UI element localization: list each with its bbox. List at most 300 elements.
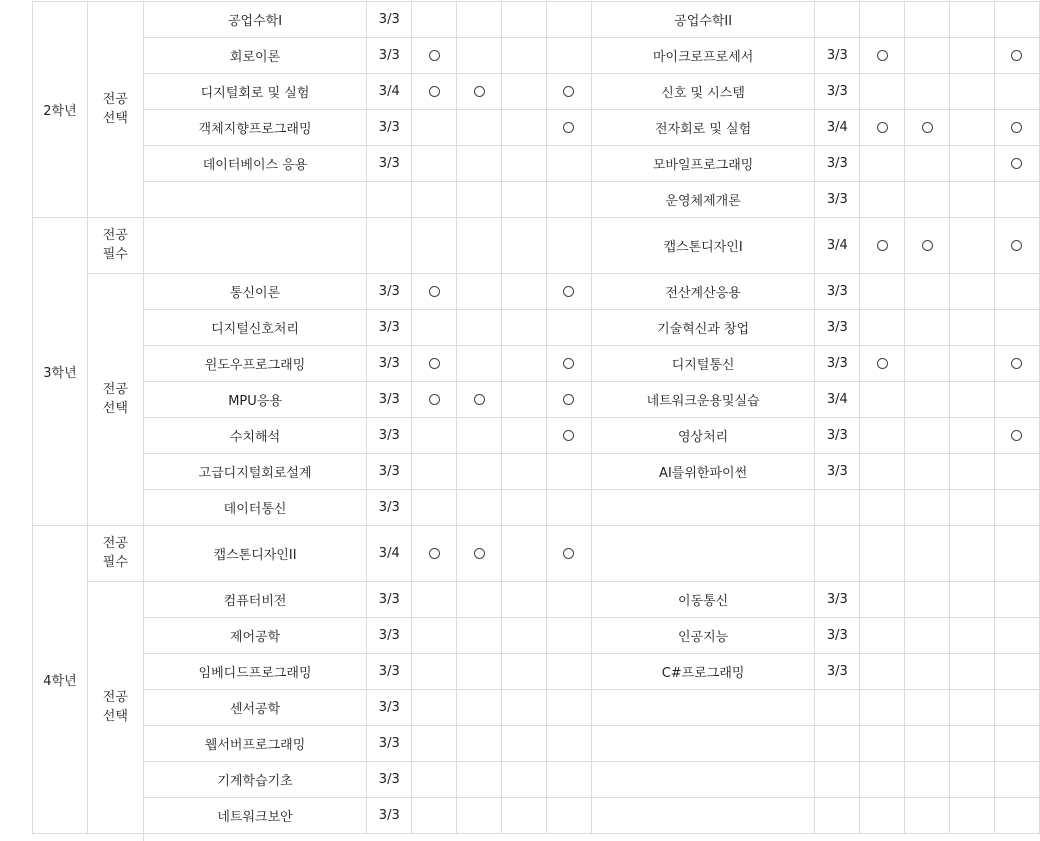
course-mark-right-4 [994,418,1039,454]
year-cell: 2학년 [33,2,88,218]
course-mark-left-4 [546,110,591,146]
circle-mark-icon [1011,50,1022,61]
year-cell: 3학년 [33,218,88,526]
table-row [33,346,1040,382]
course-mark-left-3 [502,490,547,526]
course-mark-left-1 [412,690,457,726]
table-row [33,798,1040,834]
course-credit-left: 3/4 [367,526,412,582]
course-mark-left-3 [502,2,547,38]
course-mark-right-1 [860,690,905,726]
course-mark-right-3 [950,310,995,346]
course-mark-left-4 [546,74,591,110]
course-mark-left-2 [457,726,502,762]
course-mark-left-3 [502,526,547,582]
course-mark-left-2 [457,418,502,454]
table-row [33,382,1040,418]
course-mark-left-2 [457,762,502,798]
course-mark-right-3 [950,146,995,182]
course-mark-right-4 [994,382,1039,418]
course-mark-right-1 [860,2,905,38]
circle-mark-icon [429,358,440,369]
course-credit-right: 3/3 [815,454,860,490]
course-mark-left-2 [457,2,502,38]
course-mark-right-1 [860,182,905,218]
course-mark-left-3 [502,726,547,762]
course-mark-right-4 [994,182,1039,218]
course-mark-right-1 [860,382,905,418]
course-name-left: 센서공학 [143,690,367,726]
circle-mark-icon [1011,158,1022,169]
course-mark-right-3 [950,74,995,110]
course-mark-left-1 [412,418,457,454]
course-credit-right [815,690,860,726]
course-name-left: 윈도우프로그래밍 [143,346,367,382]
circle-mark-icon [877,50,888,61]
course-name-left: 웹서버프로그래밍 [143,726,367,762]
course-mark-left-4 [546,654,591,690]
course-mark-left-4 [546,726,591,762]
course-mark-left-2 [457,382,502,418]
course-credit-left: 3/3 [367,726,412,762]
table-row [33,182,1040,218]
course-name-right [591,526,815,582]
circle-mark-icon [429,394,440,405]
course-mark-right-3 [950,526,995,582]
course-credit-left: 3/3 [367,618,412,654]
course-name-left: 공업수학I [143,2,367,38]
course-mark-left-1 [412,726,457,762]
course-mark-right-3 [950,582,995,618]
course-mark-right-3 [950,182,995,218]
category-cell: 전공 선택 [87,274,143,526]
course-mark-left-3 [502,274,547,310]
circle-mark-icon [429,286,440,297]
course-mark-left-1 [412,582,457,618]
course-mark-right-3 [950,762,995,798]
course-name-right: 마이크로프로세서 [591,38,815,74]
course-mark-right-2 [905,346,950,382]
course-credit-right: 3/3 [815,618,860,654]
course-mark-left-1 [412,654,457,690]
course-credit-left: 3/3 [367,582,412,618]
course-mark-left-4 [546,146,591,182]
course-mark-right-3 [950,110,995,146]
course-credit-left: 3/3 [367,654,412,690]
course-mark-left-2 [457,74,502,110]
circle-mark-icon [474,548,485,559]
course-credit-right: 3/3 [815,74,860,110]
course-name-right [591,798,815,834]
course-mark-right-4 [994,454,1039,490]
course-name-right: 전자회로 및 실험 [591,110,815,146]
course-mark-left-1 [412,454,457,490]
course-mark-left-1 [412,146,457,182]
category-cell: 전공 선택 [87,2,143,218]
table-row [33,218,1040,274]
circle-mark-icon [474,394,485,405]
course-mark-right-4 [994,690,1039,726]
course-name-right: 운영체제개론 [591,182,815,218]
course-mark-right-3 [950,798,995,834]
circle-mark-icon [563,430,574,441]
course-mark-left-4 [546,798,591,834]
course-mark-right-2 [905,454,950,490]
course-mark-left-2 [457,526,502,582]
course-credit-left [367,218,412,274]
course-name-right [591,690,815,726]
course-mark-right-3 [950,346,995,382]
course-name-right [591,726,815,762]
circle-mark-icon [429,50,440,61]
course-mark-right-4 [994,526,1039,582]
course-mark-left-1 [412,490,457,526]
course-mark-right-3 [950,418,995,454]
course-credit-left: 3/3 [367,418,412,454]
course-mark-left-3 [502,454,547,490]
course-name-left: 통신이론 [143,274,367,310]
course-name-right: C#프로그래밍 [591,654,815,690]
course-mark-left-1 [412,2,457,38]
course-name-right: 디지털통신 [591,346,815,382]
course-mark-right-4 [994,490,1039,526]
course-mark-left-3 [502,654,547,690]
course-mark-left-1 [412,798,457,834]
course-mark-right-3 [950,38,995,74]
course-credit-right: 3/3 [815,310,860,346]
course-credit-left: 3/3 [367,490,412,526]
course-name-right: AI를위한파이썬 [591,454,815,490]
circle-mark-icon [563,86,574,97]
course-mark-left-3 [502,110,547,146]
table-row [33,74,1040,110]
course-credit-right: 3/4 [815,110,860,146]
course-credit-right [815,726,860,762]
course-mark-left-2 [457,182,502,218]
course-mark-right-2 [905,690,950,726]
course-mark-right-2 [905,762,950,798]
course-credit-left [367,182,412,218]
course-mark-right-2 [905,110,950,146]
course-mark-right-1 [860,74,905,110]
course-credit-left: 3/3 [367,146,412,182]
circle-mark-icon [563,286,574,297]
course-mark-right-1 [860,762,905,798]
course-name-right: 공업수학II [591,2,815,38]
course-mark-right-2 [905,182,950,218]
course-credit-right [815,762,860,798]
circle-mark-icon [429,548,440,559]
course-credit-right: 3/4 [815,382,860,418]
category-cell: 전공 필수 [87,526,143,582]
course-mark-left-2 [457,654,502,690]
course-mark-right-4 [994,274,1039,310]
course-mark-left-2 [457,274,502,310]
course-name-left [143,182,367,218]
course-mark-right-4 [994,346,1039,382]
course-mark-right-4 [994,38,1039,74]
table-row [33,418,1040,454]
course-name-left: 제어공학 [143,618,367,654]
course-mark-right-4 [994,218,1039,274]
course-name-right: 캡스톤디자인I [591,218,815,274]
circle-mark-icon [429,86,440,97]
course-name-left: 디지털신호처리 [143,310,367,346]
course-mark-left-1 [412,526,457,582]
circle-mark-icon [563,122,574,133]
course-mark-left-2 [457,454,502,490]
course-mark-right-4 [994,618,1039,654]
category-cell: 전공 필수 [87,218,143,274]
course-mark-left-1 [412,182,457,218]
course-mark-right-2 [905,582,950,618]
course-credit-left: 3/3 [367,38,412,74]
course-mark-left-3 [502,146,547,182]
curriculum-table [32,1,1040,834]
course-mark-left-4 [546,490,591,526]
course-mark-right-2 [905,274,950,310]
course-mark-right-2 [905,146,950,182]
course-name-left: 수치해석 [143,418,367,454]
course-name-left: 임베디드프로그래밍 [143,654,367,690]
course-mark-left-2 [457,310,502,346]
course-mark-left-2 [457,798,502,834]
course-mark-right-4 [994,726,1039,762]
course-mark-right-1 [860,218,905,274]
course-credit-right: 3/3 [815,346,860,382]
course-mark-left-1 [412,762,457,798]
course-mark-right-1 [860,146,905,182]
circle-mark-icon [1011,358,1022,369]
circle-mark-icon [1011,122,1022,133]
course-mark-right-1 [860,490,905,526]
course-credit-left: 3/4 [367,74,412,110]
course-mark-left-4 [546,310,591,346]
course-name-left: 기계학습기초 [143,762,367,798]
course-mark-right-3 [950,618,995,654]
course-name-left: 회로이론 [143,38,367,74]
course-credit-left: 3/3 [367,690,412,726]
course-credit-left: 3/3 [367,798,412,834]
course-credit-right [815,798,860,834]
course-mark-right-4 [994,582,1039,618]
course-mark-left-2 [457,490,502,526]
course-mark-right-2 [905,798,950,834]
course-mark-left-3 [502,218,547,274]
course-credit-left: 3/3 [367,762,412,798]
circle-mark-icon [877,240,888,251]
course-mark-left-3 [502,310,547,346]
course-credit-right: 3/3 [815,146,860,182]
course-mark-left-1 [412,218,457,274]
course-name-right: 영상처리 [591,418,815,454]
course-credit-right: 3/4 [815,218,860,274]
course-mark-left-2 [457,346,502,382]
course-mark-left-3 [502,74,547,110]
course-mark-left-3 [502,182,547,218]
course-mark-right-3 [950,218,995,274]
table-row [33,690,1040,726]
table-row [33,526,1040,582]
course-mark-left-2 [457,690,502,726]
course-mark-right-1 [860,798,905,834]
course-mark-left-4 [546,182,591,218]
table-row [33,490,1040,526]
course-credit-left: 3/3 [367,346,412,382]
table-continuation-line [143,832,144,841]
table-row [33,762,1040,798]
course-mark-right-2 [905,218,950,274]
category-cell: 전공 선택 [87,582,143,834]
course-mark-left-3 [502,582,547,618]
course-credit-right [815,2,860,38]
course-mark-right-1 [860,654,905,690]
course-name-right [591,490,815,526]
course-name-left: 네트워크보안 [143,798,367,834]
course-mark-left-3 [502,418,547,454]
course-credit-right: 3/3 [815,582,860,618]
course-credit-left: 3/3 [367,454,412,490]
course-credit-left: 3/3 [367,382,412,418]
course-mark-left-4 [546,618,591,654]
course-mark-left-4 [546,690,591,726]
circle-mark-icon [922,122,933,133]
table-row [33,146,1040,182]
course-mark-right-4 [994,2,1039,38]
course-mark-right-3 [950,690,995,726]
table-row [33,454,1040,490]
course-name-left: 객체지향프로그래밍 [143,110,367,146]
course-mark-right-3 [950,454,995,490]
course-mark-left-3 [502,346,547,382]
course-mark-left-1 [412,38,457,74]
course-credit-left: 3/3 [367,110,412,146]
course-credit-left: 3/3 [367,2,412,38]
course-name-right [591,762,815,798]
course-name-left: 캡스톤디자인II [143,526,367,582]
course-name-right: 기술혁신과 창업 [591,310,815,346]
course-credit-left: 3/3 [367,310,412,346]
course-mark-right-2 [905,726,950,762]
course-mark-right-1 [860,38,905,74]
course-mark-left-4 [546,582,591,618]
course-mark-right-1 [860,418,905,454]
table-row [33,2,1040,38]
course-mark-right-2 [905,2,950,38]
course-credit-right [815,490,860,526]
course-mark-right-2 [905,310,950,346]
course-mark-right-1 [860,618,905,654]
table-row [33,110,1040,146]
course-mark-left-4 [546,526,591,582]
table-row [33,618,1040,654]
course-mark-right-4 [994,110,1039,146]
course-mark-right-2 [905,526,950,582]
table-row [33,582,1040,618]
course-credit-right: 3/3 [815,182,860,218]
course-mark-left-3 [502,798,547,834]
course-name-left: MPU응용 [143,382,367,418]
circle-mark-icon [563,394,574,405]
course-mark-right-1 [860,454,905,490]
course-mark-left-4 [546,418,591,454]
circle-mark-icon [563,548,574,559]
course-mark-left-1 [412,74,457,110]
course-mark-left-1 [412,618,457,654]
course-mark-right-1 [860,582,905,618]
course-mark-right-4 [994,74,1039,110]
course-mark-left-1 [412,346,457,382]
course-mark-right-2 [905,74,950,110]
course-mark-left-1 [412,110,457,146]
course-name-left: 데이터통신 [143,490,367,526]
course-mark-right-4 [994,762,1039,798]
course-mark-right-1 [860,310,905,346]
course-mark-right-2 [905,418,950,454]
circle-mark-icon [877,122,888,133]
course-mark-left-2 [457,146,502,182]
course-name-right: 전산계산응용 [591,274,815,310]
course-mark-left-2 [457,38,502,74]
table-row [33,274,1040,310]
course-name-right: 인공지능 [591,618,815,654]
course-mark-left-3 [502,618,547,654]
course-name-left: 데이터베이스 응용 [143,146,367,182]
circle-mark-icon [474,86,485,97]
course-mark-right-1 [860,346,905,382]
circle-mark-icon [1011,430,1022,441]
course-mark-right-1 [860,726,905,762]
table-row [33,38,1040,74]
course-mark-left-1 [412,310,457,346]
course-mark-left-4 [546,762,591,798]
course-mark-left-4 [546,274,591,310]
course-mark-right-3 [950,274,995,310]
course-mark-right-1 [860,110,905,146]
course-credit-right: 3/3 [815,38,860,74]
course-credit-right: 3/3 [815,274,860,310]
course-mark-right-4 [994,310,1039,346]
course-mark-left-3 [502,762,547,798]
course-name-right: 신호 및 시스템 [591,74,815,110]
course-name-left [143,218,367,274]
table-row [33,310,1040,346]
course-mark-left-2 [457,110,502,146]
course-credit-left: 3/3 [367,274,412,310]
table-row [33,654,1040,690]
course-mark-left-3 [502,690,547,726]
course-name-right: 네트워크운용및실습 [591,382,815,418]
course-mark-right-1 [860,274,905,310]
course-mark-left-4 [546,382,591,418]
course-credit-right [815,526,860,582]
circle-mark-icon [877,358,888,369]
course-name-right: 이동통신 [591,582,815,618]
course-name-left: 컴퓨터비전 [143,582,367,618]
course-mark-right-4 [994,798,1039,834]
course-name-left: 고급디지털회로설계 [143,454,367,490]
course-mark-left-4 [546,2,591,38]
course-mark-right-2 [905,618,950,654]
year-cell: 4학년 [33,526,88,834]
course-mark-left-4 [546,218,591,274]
course-mark-right-1 [860,526,905,582]
course-mark-right-2 [905,654,950,690]
circle-mark-icon [563,358,574,369]
course-name-right: 모바일프로그래밍 [591,146,815,182]
course-mark-left-4 [546,454,591,490]
course-mark-right-3 [950,654,995,690]
